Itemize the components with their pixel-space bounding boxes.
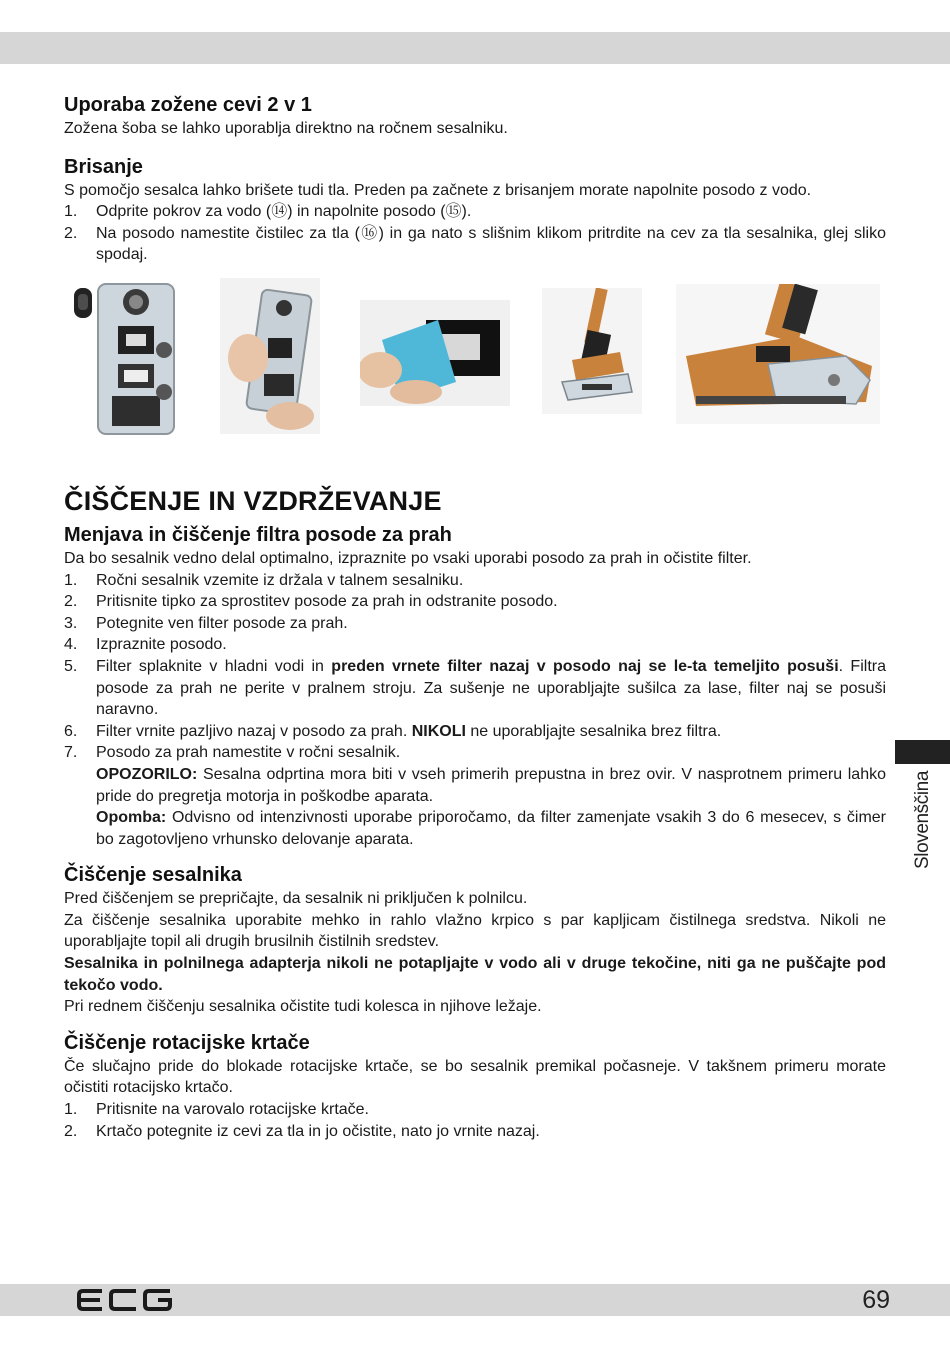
list-number: 2. [64, 593, 78, 611]
ecg-logo [76, 1286, 174, 1314]
page-content [64, 92, 886, 1142]
mop-pad-photo [360, 300, 510, 406]
step-list [64, 1099, 886, 1142]
ecg-logo-image [76, 1286, 174, 1314]
section-title: Menjava in čiščenje filtra posode za prah [64, 523, 452, 546]
list-item [64, 656, 886, 721]
list-text: Ročni sesalnik vzemite iz držala v talnem sesalniku. [96, 571, 464, 589]
list-number: 2. [64, 224, 78, 242]
emphasis-text: NIKOLI [411, 722, 466, 740]
list-text: Na posodo namestite čistilec za tla (⑯) in ga nato s slišnim klikom pritrdite na cev za tla sesalnika, glej sliko spodaj. [96, 224, 886, 264]
list-text: Odprite pokrov za vodo (⑭) in napolnite posodo (⑮). [96, 203, 472, 221]
list-text: Pritisnite na varovalo rotacijske krtače. [96, 1101, 369, 1119]
paragraph: Da bo sesalnik vedno delal optimalno, izpraznite po vsaki uporabi posodo za prah in očistite filter. [64, 549, 752, 567]
list-item [64, 1121, 886, 1143]
warning-label: OPOZORILO: [96, 765, 198, 783]
language-tab [895, 740, 950, 764]
paragraph [64, 953, 886, 996]
list-text: Filter splaknite v hladni vodi in [96, 657, 332, 675]
list-text: Krtačo potegnite iz cevi za tla in jo očistite, nato jo vrnite nazaj. [96, 1122, 540, 1140]
remark-text: Odvisno od intenzivnosti uporabe priporočamo, da filter zamenjate vsakih 3 do 6 mesecev, s čimer bo zagotovljeno vrhunsko delovanje aparata. [96, 809, 886, 848]
section-title: Čiščenje rotacijske krtače [64, 1031, 310, 1054]
list-item [64, 201, 886, 223]
list-item [64, 634, 886, 656]
warning-text: Sesalna odprtina mora biti v vseh primerih prepustna in brez ovir. V nasprotnem primeru lahko pride do pregretja motorja in poškodbe aparata. [96, 765, 886, 805]
floor-head-photo [676, 284, 880, 424]
paragraph: Če slučajno pride do blokade rotacijske krtače, se bo sesalnik premikal počasneje. V takšnem primeru morate očistiti rotacijsko krtačo. [64, 1057, 886, 1097]
header-band [0, 32, 950, 64]
emphasis-text: preden vrnete filter nazaj v posodo naj se le-ta temeljito posuši [331, 657, 839, 675]
list-item [64, 721, 886, 743]
list-text: ne uporabljajte sesalnika brez filtra. [465, 722, 722, 740]
main-title: ČIŠČENJE IN VZDRŽEVANJE [64, 485, 442, 516]
list-item [64, 591, 886, 613]
language-label [903, 772, 943, 868]
list-text: Posodo za prah namestite v ročni sesalnik. [96, 744, 401, 762]
section-brush-cleaning [64, 1030, 886, 1142]
list-number: 1. [64, 571, 78, 589]
list-text: Filter vrnite pazljivo nazaj v posodo za prah. [96, 722, 412, 740]
warning-note [96, 764, 886, 807]
list-number: 7. [64, 744, 78, 762]
list-number: 1. [64, 1101, 78, 1119]
remark-note [96, 807, 886, 850]
language-label-text: Slovenščina [912, 770, 933, 870]
section-filter [64, 522, 886, 850]
paragraph: S pomočjo sesalca lahko brišete tudi tla. Preden pa začnete z brisanjem morate napolnite posodo z vodo. [64, 181, 812, 199]
emphasis-text: Sesalnika in polnilnega adapterja nikoli ne potapljajte v vodo ali v druge tekočine, niti ga ne puščajte pod tekočo vodo. [64, 955, 886, 994]
water-tank-photo [70, 280, 190, 436]
paragraph: Pred čiščenjem se prepričajte, da sesalnik ni priključen k polnilcu. [64, 890, 528, 908]
list-item [64, 613, 886, 635]
remark-label: Opomba: [96, 809, 167, 827]
mop-pad-image [360, 300, 510, 406]
mopping-photo-strip [64, 280, 886, 460]
paragraph: Pri rednem čiščenju sesalnika očistite tudi kolesca in njihove ležaje. [64, 998, 542, 1016]
tank-in-hands-image [220, 278, 320, 434]
paragraph: Za čiščenje sesalnika uporabite mehko in rahlo vlažno krpico s par kapljicam čistilnega sredstva. Nikoli ne uporabljajte topil ali drugih brusilnih čistilnih sredstev. [64, 911, 886, 951]
list-number: 1. [64, 203, 78, 221]
list-item [64, 570, 886, 592]
mop-attach-image [542, 288, 642, 414]
section-title: Uporaba zožene cevi 2 v 1 [64, 94, 312, 116]
section-title: Čiščenje sesalnika [64, 864, 242, 887]
mop-attach-photo [542, 288, 642, 414]
list-item [64, 223, 886, 266]
list-text: . Filtra posode za prah ne perite v pralnem stroju. Za sušenje ne uporabljajte sušilca za lase, filter naj se posuši naravno. [96, 657, 886, 719]
water-tank-image [70, 280, 190, 436]
section-vacuum-cleaning [64, 862, 886, 1018]
list-text: Potegnite ven filter posode za prah. [96, 614, 348, 632]
list-number: 5. [64, 657, 78, 675]
list-number: 4. [64, 636, 78, 654]
step-list [64, 570, 886, 851]
page-number: 69 [862, 1286, 890, 1314]
tank-in-hands-photo [220, 278, 320, 434]
paragraph: Zožena šoba se lahko uporablja direktno na ročnem sesalniku. [64, 120, 508, 137]
section-mopping [64, 154, 886, 460]
list-item [64, 742, 886, 850]
section-narrow-nozzle [64, 92, 886, 140]
list-number: 6. [64, 722, 78, 740]
list-number: 2. [64, 1122, 78, 1140]
section-title: Brisanje [64, 155, 143, 178]
step-list [64, 201, 886, 266]
floor-head-image [676, 284, 880, 424]
list-text: Izpraznite posodo. [96, 636, 227, 654]
list-number: 3. [64, 614, 78, 632]
list-item [64, 1099, 886, 1121]
list-text: Pritisnite tipko za sprostitev posode za prah in odstranite posodo. [96, 593, 558, 611]
